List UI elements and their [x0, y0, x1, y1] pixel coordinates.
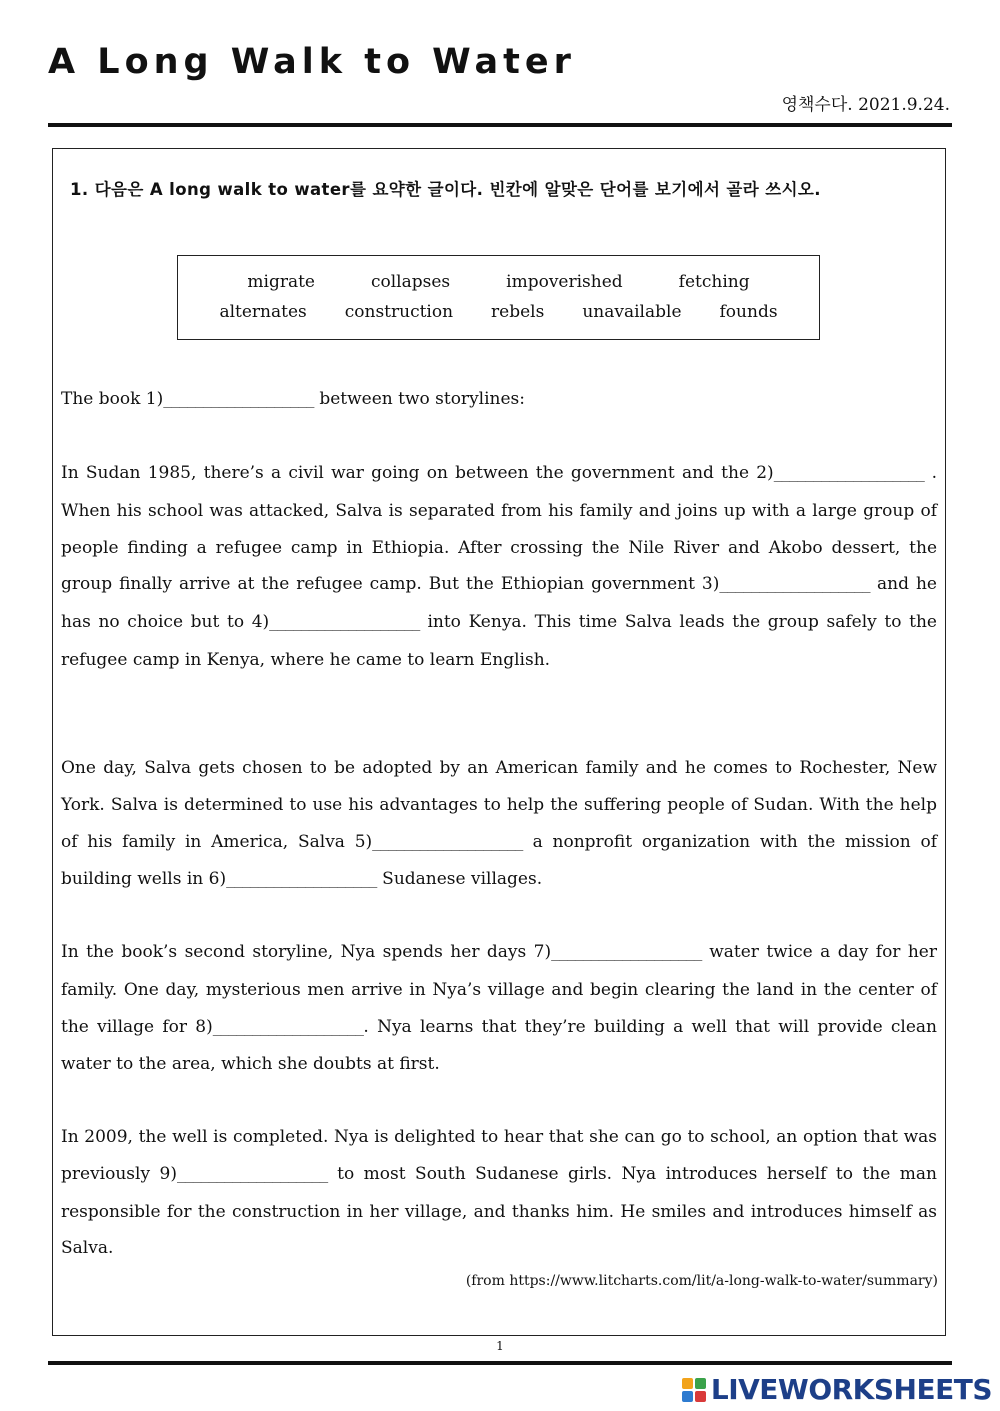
top-divider [48, 123, 952, 127]
blank-6[interactable]: ___________________ [226, 872, 377, 889]
blank-3[interactable]: ___________________ [719, 577, 871, 594]
liveworksheets-logo-icon [681, 1377, 707, 1403]
liveworksheets-logo[interactable] [681, 1373, 992, 1406]
word-bank-row-1 [178, 272, 819, 292]
paragraph-1: The book 1)___________________ between two storylines: [61, 389, 526, 409]
word-option: migrate [247, 272, 315, 292]
word-option: founds [719, 302, 778, 322]
word-option: unavailable [582, 302, 682, 322]
word-option: fetching [678, 272, 750, 292]
blank-9[interactable]: ___________________ [176, 1166, 328, 1183]
bottom-divider [48, 1361, 952, 1365]
page-number: 1 [496, 1339, 504, 1353]
word-option: collapses [370, 272, 451, 292]
word-bank [177, 255, 820, 340]
blank-8[interactable]: ___________________ [212, 1019, 364, 1036]
date-label: 영책수다. 2021.9.24. [781, 95, 950, 115]
logo-text: LIVEWORKSHEETS [710, 1373, 992, 1406]
word-option: impoverished [506, 272, 623, 292]
blank-2[interactable]: ___________________ [773, 466, 925, 482]
blank-5[interactable]: ___________________ [372, 834, 523, 851]
source-citation: (from https://www.litcharts.com/lit/a-long-walk-to-water/summary) [465, 1273, 938, 1289]
blank-4[interactable]: ___________________ [269, 615, 420, 632]
word-option: construction [344, 302, 454, 322]
word-bank-row-2 [178, 302, 819, 322]
question-instruction: 1. 다음은 A long walk to water를 요약한 글이다. 빈칸에 알맞은 단어를 보기에서 골라 쓰시오. [70, 180, 821, 199]
blank-1[interactable]: ___________________ [163, 392, 314, 408]
word-option: alternates [219, 302, 307, 322]
word-option: rebels [491, 302, 545, 322]
paragraph-5: In 2009, the well is completed. Nya is delighted to hear that she can go to school, an option that was previously 9)___________________ to most South Sudanese girls. Nya introduces herself to the man responsible for the construction in her village, and thanks him. He smiles and introduces himself as Salva. [61, 1127, 937, 1259]
worksheet-title: A Long Walk to Water [48, 42, 576, 82]
paragraph-3: One day, Salva gets chosen to be adopted by an American family and he comes to Rochester, New York. Salva is determined to use his advantages to help the suffering people of Sudan. With the help of his family in America, Salva 5)___________________ a nonprofit organization with the mission of building wells in 6)___________________ Sudanese villages. [61, 758, 937, 890]
blank-7[interactable]: ___________________ [551, 945, 702, 961]
paragraph-2: In Sudan 1985, there’s a civil war going on between the government and the 2)___________________ . When his school was attacked, Salva is separated from his family and joins up with a large group of people finding a refugee camp in Ethiopia. After crossing the Nile River and Akobo dessert, the group finally arrive at the refugee camp. But the Ethiopian government 3)___________________ and he has no choice but to 4)___________________ into Kenya. This time Salva leads the group safely to the refugee camp in Kenya, where he came to learn English. [61, 463, 938, 670]
paragraph-4: In the book’s second storyline, Nya spends her days 7)___________________ water twice a day for her family. One day, mysterious men arrive in Nya’s village and begin clearing the land in the center of the village for 8)___________________. Nya learns that they’re building a well that will provide clean water to the area, which she doubts at first. [61, 942, 937, 1075]
